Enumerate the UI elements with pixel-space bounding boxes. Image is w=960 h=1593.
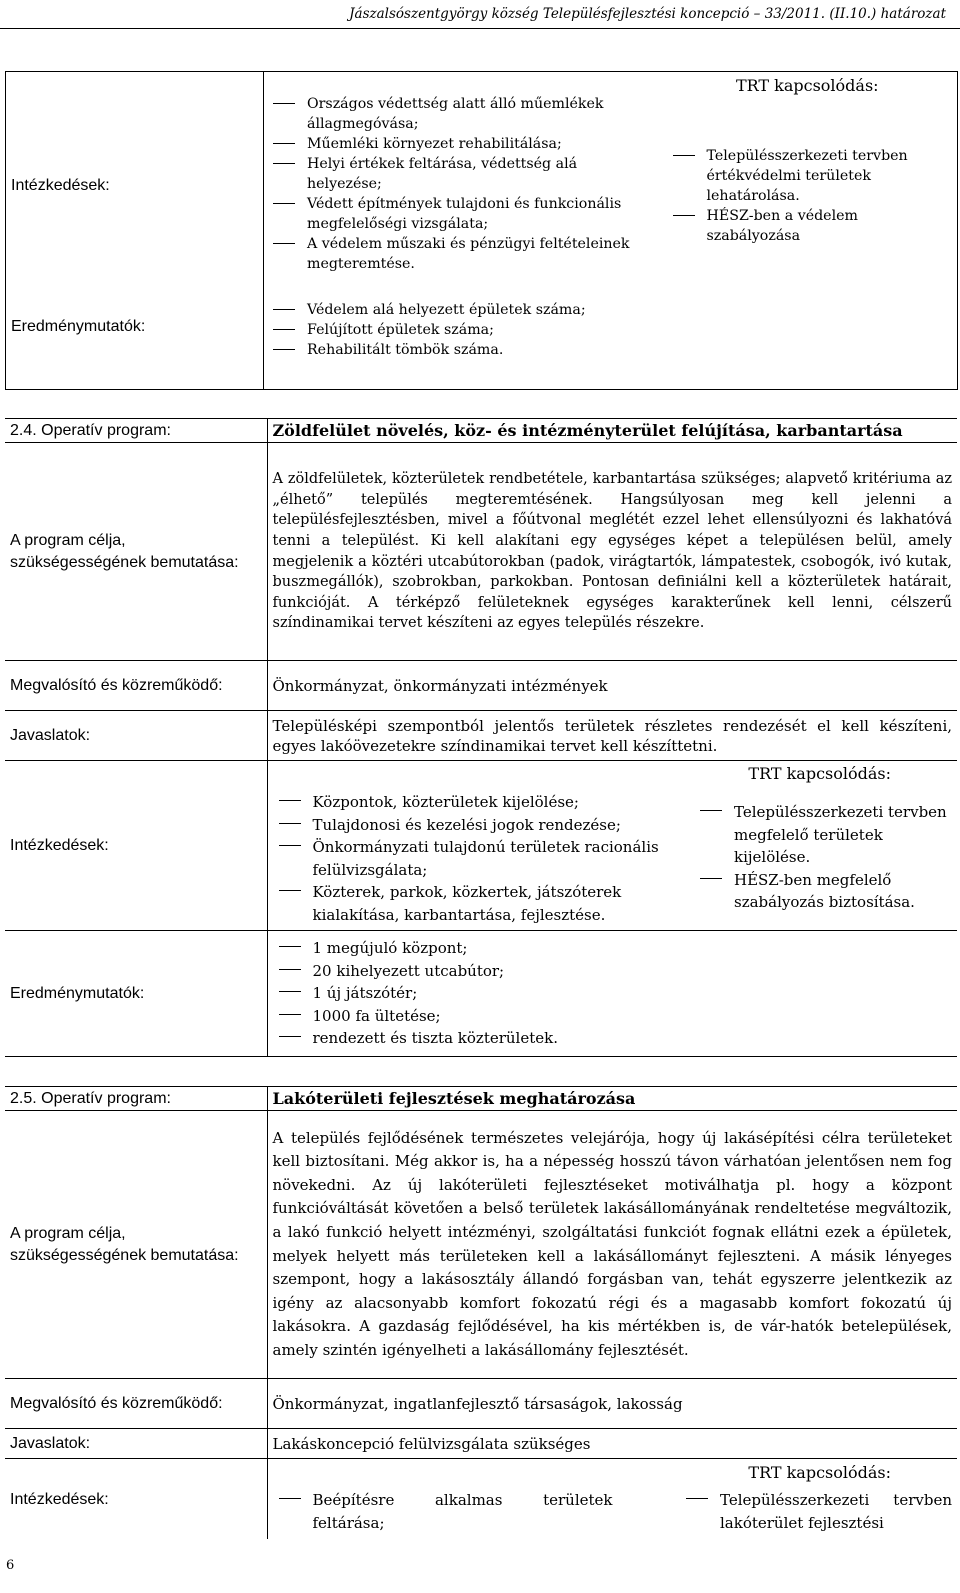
program-number: 2.5. Operatív program: (5, 1087, 267, 1111)
measures-label: Intézkedések: (5, 1459, 267, 1539)
measures-label: Intézkedések: (5, 761, 267, 931)
measures-label: Intézkedések: (6, 72, 264, 300)
program-table-2-4 (5, 418, 957, 1057)
measure-item: Műemléki környezet rehabilitálása; (307, 134, 653, 154)
header-rule (0, 28, 960, 29)
trt-item: Településszerkezeti tervben megfelelő területek kijelölése. (734, 801, 952, 869)
measure-item: Védett építmények tulajdoni és funkcionális megfelelőségi vizsgálata; (307, 194, 653, 234)
goal-label: A program célja, szükségességének bemutatása: (5, 1111, 267, 1379)
program-table-2-5 (5, 1086, 957, 1539)
program-title: Zöldfelület növelés, köz- és intézményterület felújítása, karbantartása (272, 420, 903, 440)
indicator-item: 1 új játszótér; (313, 982, 953, 1005)
measure-item: Tulajdonosi és kezelési jogok rendezése; (313, 814, 683, 837)
trt-list (692, 801, 952, 914)
measure-item: Önkormányzati tulajdonú területek racionális felülvizsgálata; (313, 836, 683, 881)
measure-item: Országos védettség alatt álló műemlékek állagmegóvása; (307, 94, 653, 134)
running-header: Jászalsószentgyörgy község Településfejlesztési koncepció – 33/2011. (II.10.) határozat (349, 6, 946, 22)
indicator-item: Védelem alá helyezett épületek száma; (307, 300, 653, 320)
indicators-cell (267, 931, 957, 1057)
measures-list (269, 94, 653, 274)
indicator-item: Rehabilitált tömbök száma. (307, 340, 653, 360)
indicator-item: 20 kihelyezett utcabútor; (313, 960, 953, 983)
measure-item: Központok, közterületek kijelölése; (313, 791, 683, 814)
implementer-text: Önkormányzat, önkormányzati intézmények (272, 676, 608, 695)
trt-list (663, 146, 953, 246)
trt-item: HÉSZ-ben a védelem szabályozása (707, 206, 953, 246)
page-number: 6 (6, 1558, 15, 1573)
measure-item: Beépítésre alkalmas területek feltárása; (313, 1489, 613, 1535)
measures-cell (264, 72, 658, 300)
indicators-list (269, 300, 653, 360)
proposals-label: Javaslatok: (5, 1429, 267, 1459)
implementer-label: Megvalósító és közreműködő: (5, 661, 267, 711)
measures-table-top (5, 71, 958, 390)
trt-list (692, 1489, 952, 1535)
measure-item: Közterek, parkok, közkertek, játszóterek kialakítása, karbantartása, fejlesztése. (313, 881, 683, 926)
measure-item: Helyi értékek feltárása, védettség alá helyezése; (307, 154, 653, 194)
proposals-text: Településképi szempontból jelentős területek részletes rendezését el kell készíteni, egyes lakóövezetekre színdinamikai tervet kell készíttetni. (272, 716, 953, 755)
measures-list (273, 1489, 613, 1535)
trt-label: TRT kapcsolódás: (748, 764, 892, 783)
measure-item: A védelem műszaki és pénzügyi feltételeinek megteremtése. (307, 234, 653, 274)
measures-cell (267, 1459, 687, 1539)
indicator-item: rendezett és tiszta közterületek. (313, 1027, 953, 1050)
trt-label: TRT kapcsolódás: (735, 76, 879, 95)
implementer-label: Megvalósító és közreműködő: (5, 1379, 267, 1429)
trt-label: TRT kapcsolódás: (748, 1463, 891, 1482)
indicators-cell (264, 300, 658, 390)
measures-list (273, 791, 683, 926)
goal-text: A település fejlődésének természetes velejárója, hogy új lakásépítési célra területeket kell biztosítani. Még akkor is, ha a népesség hosszú távon várhatóan jelentősen nem fog növekedni. Az új lakóterületi fejlesztéseket motiválhatja pl. hogy a központ funkcióváltását követően a belső területek lakásállományának rendeltetése megváltozik, a lakó funkció helyett intézményi, szolgáltatási funkciót fognak ellátni ezek a épületek, melyek helyett más területeken kell a lakásállományt fejleszteni. A másik lényeges szempont, hogy a lakásosztály állandó forgásban van, tehát egyszerre jelentkezik az igény az alacsonyabb komfort fokozatú régi és a magasabb komfort fokozatú új lakásokra. A gazdaság fejlődésével, ha kis mértékben is, de vár-hatók betelepülések, amely szintén igényelheti a lakásállomány fejlesztését. (272, 1128, 952, 1359)
trt-cell (658, 72, 958, 390)
indicator-item: 1 megújuló központ; (313, 937, 953, 960)
trt-item: Településszerkezeti tervben értékvédelmi területek lehatárolása. (707, 146, 953, 206)
trt-cell (687, 1459, 957, 1539)
trt-item: HÉSZ-ben megfelelő szabályozás biztosítása. (734, 869, 952, 914)
proposals-label: Javaslatok: (5, 711, 267, 761)
indicator-item: Felújított épületek száma; (307, 320, 653, 340)
implementer-text: Önkormányzat, ingatlanfejlesztő társaságok, lakosság (272, 1394, 683, 1413)
goal-text: A zöldfelületek, közterületek rendbetétele, karbantartása szükséges; alapvető kritériuma az „élhető” település megteremtésének. Hangsúlyosan meg kell jelenni a településfejlesztésben, mivel a főútvonal meglétét ezzel lehet ellensúlyozni és lakhatóvá tenni a települést. Ki kell alakítani egy egységes képet a településen belül, amely megjelenik a köztéri utcabútorokban (padok, virágtartók, lámpatestek, csobogók, ivó kutak, buszmegállók), szobrokban, parkokban. Pontosan definiálni kell a közterületek határait, funkcióját. A térképző felületeknek egységes karakterűnek kell lenni, célszerű színdinamikai tervet készíteni az egyes település részekre. (272, 471, 953, 632)
indicators-list (273, 937, 953, 1050)
indicators-label: Eredménymutatók: (6, 300, 264, 390)
indicators-label: Eredménymutatók: (5, 931, 267, 1057)
program-number: 2.4. Operatív program: (5, 419, 267, 443)
goal-label: A program célja, szükségességének bemutatása: (5, 443, 267, 661)
measures-cell (267, 761, 687, 931)
trt-cell (687, 761, 957, 931)
proposals-text: Lakáskoncepció felülvizsgálata szükséges (272, 1434, 591, 1453)
indicator-item: 1000 fa ültetése; (313, 1005, 953, 1028)
trt-item: Településszerkezeti tervben lakóterület fejlesztési (720, 1489, 952, 1535)
program-title: Lakóterületi fejlesztések meghatározása (272, 1088, 636, 1108)
